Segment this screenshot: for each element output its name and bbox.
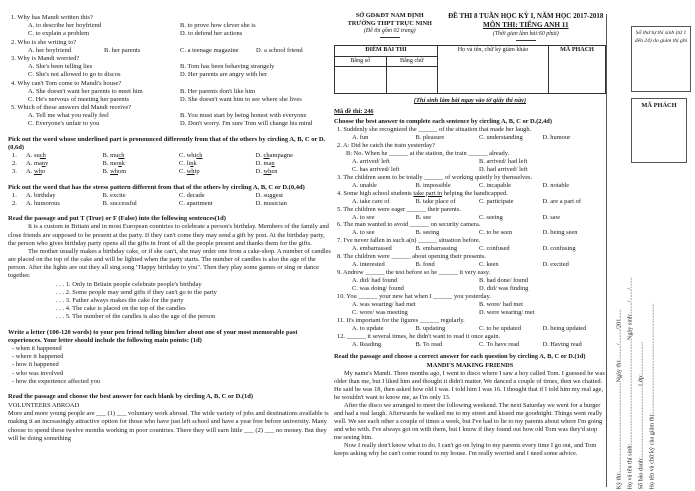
fold-cut-line (606, 14, 607, 487)
divider (380, 37, 400, 38)
candidate-info-line: Kỳ thi:..........................................................Ngày thi:........./........./201...... (615, 309, 623, 490)
question-stem-text: 2. Who is she writing to? (11, 38, 77, 46)
question-stem-text: 1. Why has Mandi written this? (11, 14, 93, 21)
item-number: 3. (12, 168, 17, 176)
score-table (334, 45, 606, 94)
answer-option: C. incapable (479, 181, 511, 189)
answer-option: A. take care of (352, 197, 390, 205)
stem-text: 12. ______ it several times, he didn't want to read it once again. (337, 332, 501, 340)
question (334, 206, 606, 222)
answer-option (103, 152, 180, 160)
question (334, 237, 606, 253)
option-row (334, 309, 606, 317)
answer-option: D. Don't worry. I'm sure Tom will change his mind (180, 120, 313, 128)
word-suffix: y (45, 160, 49, 168)
option-row (8, 47, 332, 55)
answer-option: D. being updated (542, 324, 587, 332)
answer-option: B. To read (415, 340, 443, 348)
option-row (8, 88, 332, 96)
option-row (334, 182, 606, 190)
org-school: TRƯỜNG THPT TRỰC NINH (347, 19, 432, 27)
exam-subject: MÔN THI: TIẾNG ANH 11 (482, 21, 569, 30)
word-underlined-part: ch (263, 152, 270, 159)
option-row (334, 158, 606, 166)
true-false-heading: Read the passage and put T (True) or F (False) into the following sentences(1đ) (8, 215, 226, 223)
true-false-statement: . . . 1. Only in Britain people celebrate people's birthday (56, 280, 202, 288)
letter-writing-section (8, 329, 332, 386)
question-stem (334, 269, 606, 277)
option-letter: C. (179, 152, 187, 159)
answer-option: D. excited (542, 261, 569, 269)
option-row (8, 22, 332, 30)
cloze-heading: Read the passage and choose the best answer for each blank by circling A, B, C or D.(1đ) (8, 392, 254, 400)
question-stem (334, 317, 606, 325)
word-underlined-part: ch (118, 152, 125, 159)
question (334, 317, 606, 333)
option-letter: C. (179, 160, 187, 168)
answer-option (179, 168, 256, 176)
answer-option: C. To have read (479, 340, 520, 348)
word-underlined-part: ch (196, 152, 203, 159)
question-stem (8, 104, 332, 112)
answer-option: A. embarrassed (352, 245, 392, 253)
stem-text: 3. The children seem to be totally ______ of working quietly by themselves. (337, 173, 533, 181)
passage-title: MANDI'S MAKING FRIENDS (426, 362, 514, 370)
question-stem (334, 174, 606, 182)
stem-text: 6. The man wanted to avoid ______ on security camera. (337, 221, 481, 229)
exam-page-2-column (8, 14, 332, 443)
stem-text: 2. A: Did he catch the train yesterday? (337, 142, 435, 150)
word-suffix: k (193, 160, 197, 168)
answer-option: B. see (415, 213, 432, 221)
cloze-title: VOLUNTEERS ABROAD (8, 402, 80, 410)
answer-option: D. humour (542, 134, 571, 142)
answer-option: A. to describe her boyfriend (28, 22, 102, 30)
question-stem (334, 293, 606, 301)
candidate-instruction-note: (Thí sinh làm bài ngay vào tờ giấy thi này) (413, 97, 527, 105)
letter-point: - who was involved (12, 369, 64, 377)
word-underlined-part: n (118, 160, 122, 168)
stress-item (8, 200, 332, 208)
reading-section (334, 353, 606, 457)
word-underlined-part: ch (39, 152, 46, 159)
reading-heading: Read the passage and choose a correct answer for each question by circling A, B, C or D.(1đ) (334, 353, 586, 361)
question-stem (334, 333, 606, 341)
exam-header (334, 12, 606, 41)
candidate-number-box (631, 26, 691, 92)
word-underlined-part: n (271, 160, 275, 168)
answer-option: D. She doesn't want him to see where she lives (180, 95, 302, 103)
word-suffix: en (271, 168, 278, 176)
answer-option: D. saw (542, 213, 561, 221)
answer-option: C. decade (179, 191, 205, 199)
answer-option: C. was doing/ found (352, 284, 404, 292)
word-suffix: om (118, 168, 127, 176)
score-words-blank (386, 67, 438, 94)
answer-option (103, 160, 180, 168)
option-row (334, 261, 606, 269)
pronunciation-item (8, 160, 332, 168)
question-stem (8, 14, 332, 22)
answer-option: D. had arrived/ left (479, 165, 528, 173)
answer-option (26, 152, 103, 160)
option-row (8, 112, 332, 120)
answer-option: C. to be updated (479, 324, 521, 332)
option-row (334, 166, 606, 174)
answer-option (256, 152, 333, 160)
question-stem (8, 55, 332, 63)
answer-option: B. Tom has been behaving strangely (180, 63, 275, 71)
answer-option: A. Reading (352, 340, 382, 348)
stress-heading: Pick out the word that has the stress pattern different from that of the others by circling A, B, C or D.(0,4đ) (8, 183, 305, 191)
answer-option: D. musician (255, 199, 287, 207)
stem-text: 4. Some high school students (337, 189, 414, 197)
question-stem (334, 221, 606, 229)
option-row (334, 341, 606, 349)
question (334, 190, 606, 206)
stem-text: 5. The children were eager ______ their parents. (337, 205, 461, 213)
stem-text: 7. I've never fallen in such a(n) ______ situation before. (337, 237, 481, 245)
answer-option (179, 160, 256, 168)
passage-paragraph: After the disco we arranged to meet the following weekend. The next Saturday we went for a burger and had a real laugh. Afterwards he walked me to my street and kissed me goodnight. Things went really well. We see each other a couple of times a week, but I've had to lie to my parents about where I'm going and who with. I've always got on with them, but I know if they found out how old Tom was they'd stop me seeing him. (334, 402, 603, 441)
score-words-label: Bằng chữ (386, 56, 438, 67)
candidate-number-note: Số thứ tự thí sinh (từ 1 đến 24) do giám thị ghi (634, 30, 688, 45)
option-row (334, 245, 606, 253)
option-row (8, 30, 332, 38)
answer-option (26, 168, 103, 176)
answer-option: C. Everyone's unfair to you (28, 120, 100, 128)
option-row (334, 214, 606, 222)
option-letter: A. (26, 160, 34, 168)
answer-option: C. understanding (479, 134, 523, 142)
word-prefix: mu (110, 152, 119, 159)
word-prefix: ma (33, 160, 42, 168)
option-row (334, 285, 606, 293)
option-letter: A. (26, 168, 34, 176)
option-letter: D. (255, 152, 264, 159)
answer-option: D. suggest (255, 191, 283, 199)
word-suffix: ip (194, 168, 200, 176)
score-table-header: ĐIỂM BÀI THI (335, 46, 438, 57)
question-stem (334, 142, 606, 150)
true-false-statement: . . . 4. The cake is placed on the top of the candles (56, 305, 186, 313)
passage-paragraph: It is a custom in Britain and in most European countries to celebrate a person's birthday. Members of the family and close friends are supposed to be present at the party. If they can't come they may send a gift by post. At the birthday party, the person who gives birthday party opens all the gifts in front of all the people present and thanks them for the gifts. (8, 223, 329, 247)
pronunciation-heading: Pick out the word whose underlined part is pronounced differently from that of the others by circling A, B, C or D.(0,6đ) (8, 135, 326, 151)
answer-option: C. keen (479, 261, 499, 269)
passage-paragraph: My name's Mandi. Three months ago, I went to disco where I saw a boy called Tom. I guessed he was older than me, but I liked him and thought it didn't matter. We danced a couple of times, then we chatted. He said he was 18, then asked how old I was. I told him I was 16. I thought that if I told him my real age, he wouldn't want to know me, as I'm only 13. (334, 370, 605, 402)
divider (516, 40, 536, 41)
letter-point: - how the experience affected you (12, 377, 101, 385)
answer-option: B. wore/ had met (479, 300, 524, 308)
reading-questions-list (8, 14, 332, 129)
grammar-section (334, 118, 606, 348)
word-underlined-part: n (190, 160, 194, 168)
letter-heading: Write a letter (100-120 words) to your pen friend telling him/her about one of your most memorable past experiences. Your letter should include the following main points: (1đ) (8, 328, 298, 344)
answer-option (179, 152, 256, 160)
letter-point: - how it happened (12, 361, 59, 369)
answer-option: D. a school friend (256, 46, 303, 54)
item-number: 1. (12, 152, 17, 159)
word-suffix: o (41, 168, 46, 176)
answer-option: B. arrived/ had left (479, 157, 528, 165)
answer-option: B. embarrassing (415, 245, 458, 253)
word-prefix: whi (186, 152, 197, 159)
word-underlined-part: wh (186, 168, 195, 176)
answer-option: B. her parents (104, 46, 141, 54)
answer-option (256, 160, 333, 168)
answer-option: C. wore/ was meeting (352, 308, 408, 316)
word-underlined-part: wh (33, 168, 42, 176)
question-stem (334, 126, 606, 134)
answer-option: A. humorous (26, 199, 60, 207)
answer-option: A. She doesn't want her parents to meet him (28, 87, 143, 95)
stem-text: 8. The children were ______ about opening their presents. (337, 253, 486, 261)
answer-option: D. being seen (542, 229, 578, 237)
answer-option: C. participate (479, 197, 514, 205)
option-row (8, 63, 332, 71)
answer-option: B. impossible (415, 181, 451, 189)
option-row (334, 301, 606, 309)
answer-option: C. apartment (179, 199, 213, 207)
answer-option: B. You must start by being honest with everyone (180, 112, 307, 120)
exam-page-1-column (334, 12, 606, 458)
option-letter: B. (102, 168, 111, 176)
candidate-info-line: Họ tên và chữ ký của giám thị:....................................................................... (648, 303, 656, 490)
answer-option: C. to explain a problem (28, 30, 90, 38)
question (334, 126, 606, 142)
answer-option: C. has arrived/ left (352, 165, 400, 173)
code-box (631, 98, 687, 163)
option-letter: B. (102, 152, 111, 159)
question (8, 39, 332, 55)
question (334, 333, 606, 349)
examiner-cell: Họ và tên, chữ ký giám khảo (438, 46, 549, 94)
option-letter: B. (102, 160, 111, 168)
score-numeric-blank (335, 67, 387, 94)
option-row (334, 134, 606, 142)
answer-option: D. are a part of (542, 197, 581, 205)
answer-option: B. had done/ found (479, 277, 528, 284)
answer-option: D. Having read (542, 340, 582, 348)
answer-option: A. her boyfriend (28, 46, 72, 54)
answer-option: B. updating (415, 324, 446, 332)
candidate-info-line: Họ và tên thí sinh:...................................................................Ngày sinh:......./......./....... (626, 277, 634, 490)
question-stem (8, 80, 332, 88)
answer-option: B. take place of (415, 197, 456, 205)
candidate-info-strip (614, 165, 660, 490)
exam-title-block (446, 12, 606, 41)
answer-option: D. to defend her actions (180, 30, 243, 38)
question-stem-line2: B: No. When he ______ at the station, the train ______ already. (346, 150, 510, 157)
score-numeric-label: Bằng số (335, 56, 387, 67)
answer-option (103, 168, 180, 176)
question (8, 104, 332, 129)
question-stem-text: 3. Why is Mandi worried? (11, 54, 80, 62)
option-row (8, 71, 332, 79)
answer-option: A. fun (352, 134, 369, 142)
option-row (334, 198, 606, 206)
question-stem (334, 253, 606, 261)
question (334, 221, 606, 237)
exam-code: Mã đề thi: 246 (334, 108, 374, 116)
answer-option (256, 168, 333, 176)
answer-option: D. Her parents are angry with her (180, 71, 268, 79)
answer-option: D. confusing (542, 245, 576, 253)
pronunciation-section (8, 136, 332, 177)
true-false-statement: . . . 3. Father always makes the cake for the party (56, 297, 184, 304)
answer-option: B. successful (102, 199, 137, 207)
word-suffix: k (121, 160, 125, 168)
option-row (334, 229, 606, 237)
question-stem (334, 206, 606, 214)
question (334, 174, 606, 190)
answer-option: C. He's nervous of meeting her parents (28, 95, 129, 103)
code-cell: MÃ PHÁCH (549, 46, 606, 94)
org-department: SỞ GD&ĐT NAM ĐỊNH (355, 12, 424, 19)
option-row (8, 96, 332, 104)
word-underlined-part: wh (263, 168, 272, 176)
true-false-statement: . . . 2. Some people may send gifts if they can't go to the party (56, 288, 217, 296)
answer-option: C. She's not allowed to go to discos (28, 71, 121, 79)
answer-option: B. excite (102, 191, 126, 199)
passage-paragraph: The mother usually makes a birthday cake, or if she can't, she may order one from a cake-shop. A number of candles are placed on the top of the cake and will be lighted when the party starts. The number of candles is also the age of the person. After the lights are out they all sing song "Happy birthday to you". Then they play some games or sing or dance together. (8, 247, 331, 280)
answer-option: B. to prove how clever she is (180, 22, 256, 30)
stem-text: 10. You ______ your new hat when I ______ you yesterday. (337, 292, 491, 300)
passage-paragraph: Now I really don't know what to do. I can't go on lying to my parents every time I go out, and Tom keeps asking why he can't come round to my house. I'm really worried and I need some advice. (334, 441, 597, 457)
exam-title: ĐỀ THI 8 TUẦN HỌC KỲ I, NĂM HỌC 2017-2018 (448, 12, 604, 20)
true-false-section (8, 215, 332, 321)
option-letter: A. (26, 152, 34, 159)
item-number: 2. (12, 199, 17, 207)
answer-option: A. did/ had found (352, 277, 398, 284)
answer-option: C. to be seen (479, 229, 513, 237)
answer-option: A. She's been telling lies (28, 63, 93, 71)
question-stem (334, 190, 606, 198)
question (334, 269, 606, 293)
answer-option: C. a teenage magazine (180, 46, 239, 54)
stem-text: 1. Suddenly she recognized the ______ of the situation that made her laugh. (337, 126, 532, 134)
word-suffix: ampagne (269, 152, 294, 159)
option-row (334, 277, 606, 285)
item-number: 1. (12, 191, 17, 199)
stem-text-after: helping the handicapped. (442, 189, 508, 197)
answer-option (26, 160, 103, 168)
stem-text: 11. It's important for the figures ______ regularly. (337, 316, 465, 324)
word-underlined-part: wh (110, 168, 119, 176)
pronunciation-item (8, 152, 332, 160)
question-stem-text: 5. Which of these answers did Mandi receive? (11, 104, 132, 112)
answer-option: B. fond (415, 261, 435, 269)
answer-option: A. arrived/ left (352, 157, 390, 165)
page-count-note: (Đề thi gồm 02 trang) (363, 27, 416, 34)
option-row (8, 120, 332, 128)
stem-text: 9. Andrew ______ the test before so he ______ it very easy. (337, 269, 491, 277)
answer-option: B. pleasure (415, 134, 445, 142)
word-underlined-part: n (41, 160, 46, 168)
issuing-org-block (334, 12, 446, 41)
word-prefix: li (186, 160, 191, 168)
question (8, 55, 332, 80)
option-row (334, 325, 606, 333)
answer-option: A. interested (352, 261, 385, 269)
cloze-section (8, 393, 332, 443)
cloze-text: More and more young people are ___ (1) ___ voluntary work abroad. The wide variety of jobs and destinations available is making it an increasingly attractive option for those who have just left school and have a year free before university. Many choose to spend these twelve months working in poor countries. There they will earn little ___ (2) ___ no money. But they will be doing something (8, 410, 329, 442)
word-prefix: ma (263, 160, 272, 168)
question (8, 14, 332, 39)
answer-option: C. seeing (479, 213, 503, 221)
grammar-heading: Choose the best answer to complete each sentence by circling A, B, C or D.(2,4đ) (334, 118, 552, 126)
answer-option: B. seeing (415, 229, 440, 237)
question-stem (8, 39, 332, 47)
option-letter: D. (255, 160, 264, 168)
answer-option: A. unable (352, 181, 377, 189)
true-false-statement: . . . 5. The number of the candles is also the age of the person (56, 313, 216, 321)
answer-option: A. to update (352, 324, 384, 332)
item-number: 2. (12, 160, 17, 168)
answer-option: D. notable (542, 181, 570, 189)
option-letter: C. (179, 168, 187, 176)
word-prefix: mo (110, 160, 119, 168)
code-box-label: MÃ PHÁCH (641, 102, 677, 109)
pronunciation-item (8, 168, 332, 176)
candidate-info-line: Số báo danh:..............................................Lớp:..................... (637, 341, 645, 490)
exam-duration: (Thời gian làm bài:60 phút) (492, 30, 559, 37)
stem-underlined: take part in (413, 189, 443, 197)
letter-point: - where it happened (12, 353, 64, 361)
answer-option: B. Her parents don't like him (180, 87, 256, 95)
answer-option: D. did/ was finding (479, 284, 529, 292)
question (334, 142, 606, 174)
answer-option: D. were wearing/ met (479, 308, 535, 316)
letter-point: - when it happened (12, 344, 62, 352)
stress-section (8, 184, 332, 209)
question-stem-text: 4. Why can't Tom come to Mandi's house? (11, 79, 122, 87)
answer-option: A. to see (352, 213, 375, 221)
question (334, 253, 606, 269)
stress-item (8, 192, 332, 200)
answer-option: A. Tell me what you really feel (28, 112, 109, 120)
question (334, 293, 606, 317)
question (8, 80, 332, 105)
word-prefix: su (33, 152, 40, 159)
answer-option: A. birthday (26, 191, 56, 199)
option-letter: D. (255, 168, 264, 176)
answer-option: A. was wearing/ had met (352, 300, 416, 308)
question-stem (334, 237, 606, 245)
answer-option: A. to see (352, 229, 375, 237)
answer-option: C. confused (479, 245, 510, 253)
